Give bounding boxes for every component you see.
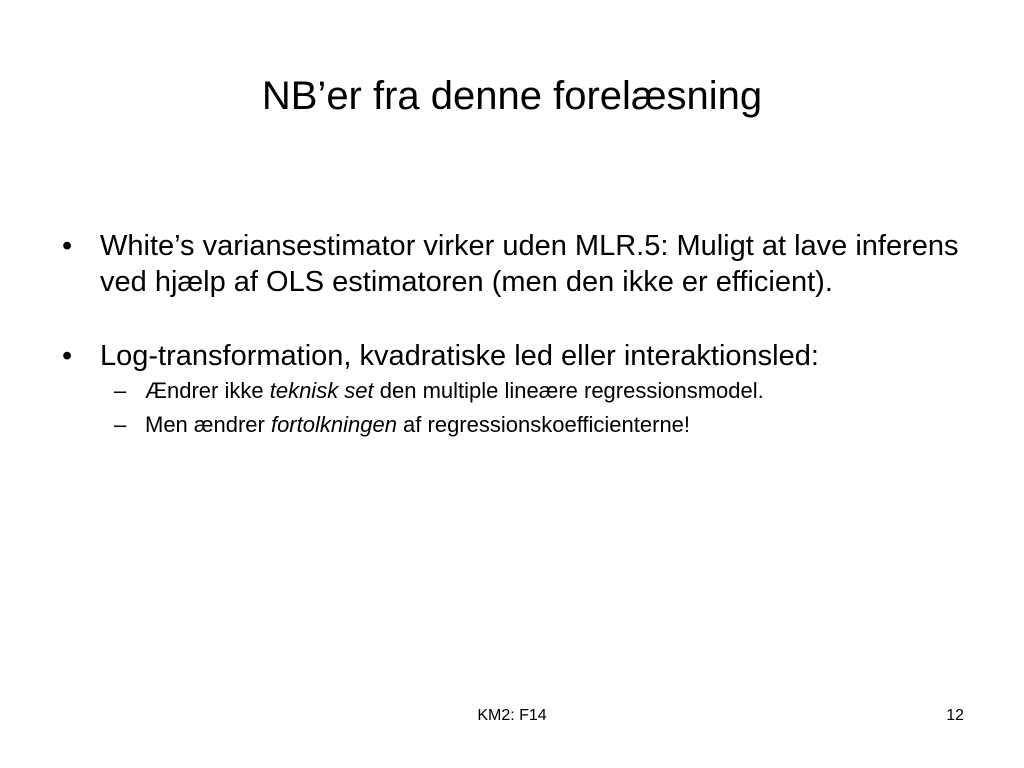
- bullet-item: [62, 338, 962, 374]
- bullet-item: [62, 228, 962, 300]
- slide-page-number: 12: [946, 707, 964, 724]
- sub-bullet-text-end: af regressionskoefficienterne!: [396, 412, 691, 437]
- sub-bullet-item: [100, 374, 962, 408]
- slide-title: NB’er fra denne forelæsning: [261, 74, 763, 118]
- sub-bullet-marker: –: [114, 412, 127, 437]
- bullet-marker: •: [62, 340, 73, 372]
- sub-bullet-item: [100, 408, 962, 442]
- sub-bullet-emphasis: fortolkningen: [270, 412, 397, 437]
- bullet-marker: •: [62, 230, 73, 262]
- slide-body: [62, 228, 962, 442]
- sub-bullet-text-start: Men ændrer: [145, 412, 271, 437]
- bullet-text: White’s variansestimator virker uden MLR.5: Muligt at lave inferens ved hjælp af OLS estimatoren (men den ikke er efficient).: [100, 230, 959, 298]
- sub-bullet-emphasis: teknisk set: [269, 378, 374, 403]
- sub-bullet-marker: –: [114, 378, 127, 403]
- sub-bullet-text-start: Ændrer ikke: [145, 378, 270, 403]
- bullet-text: Log-transformation, kvadratiske led eller interaktionsled:: [100, 340, 819, 372]
- footer-course-label: KM2: F14: [477, 707, 547, 724]
- sub-bullet-text-end: den multiple lineære regressionsmodel.: [373, 378, 764, 403]
